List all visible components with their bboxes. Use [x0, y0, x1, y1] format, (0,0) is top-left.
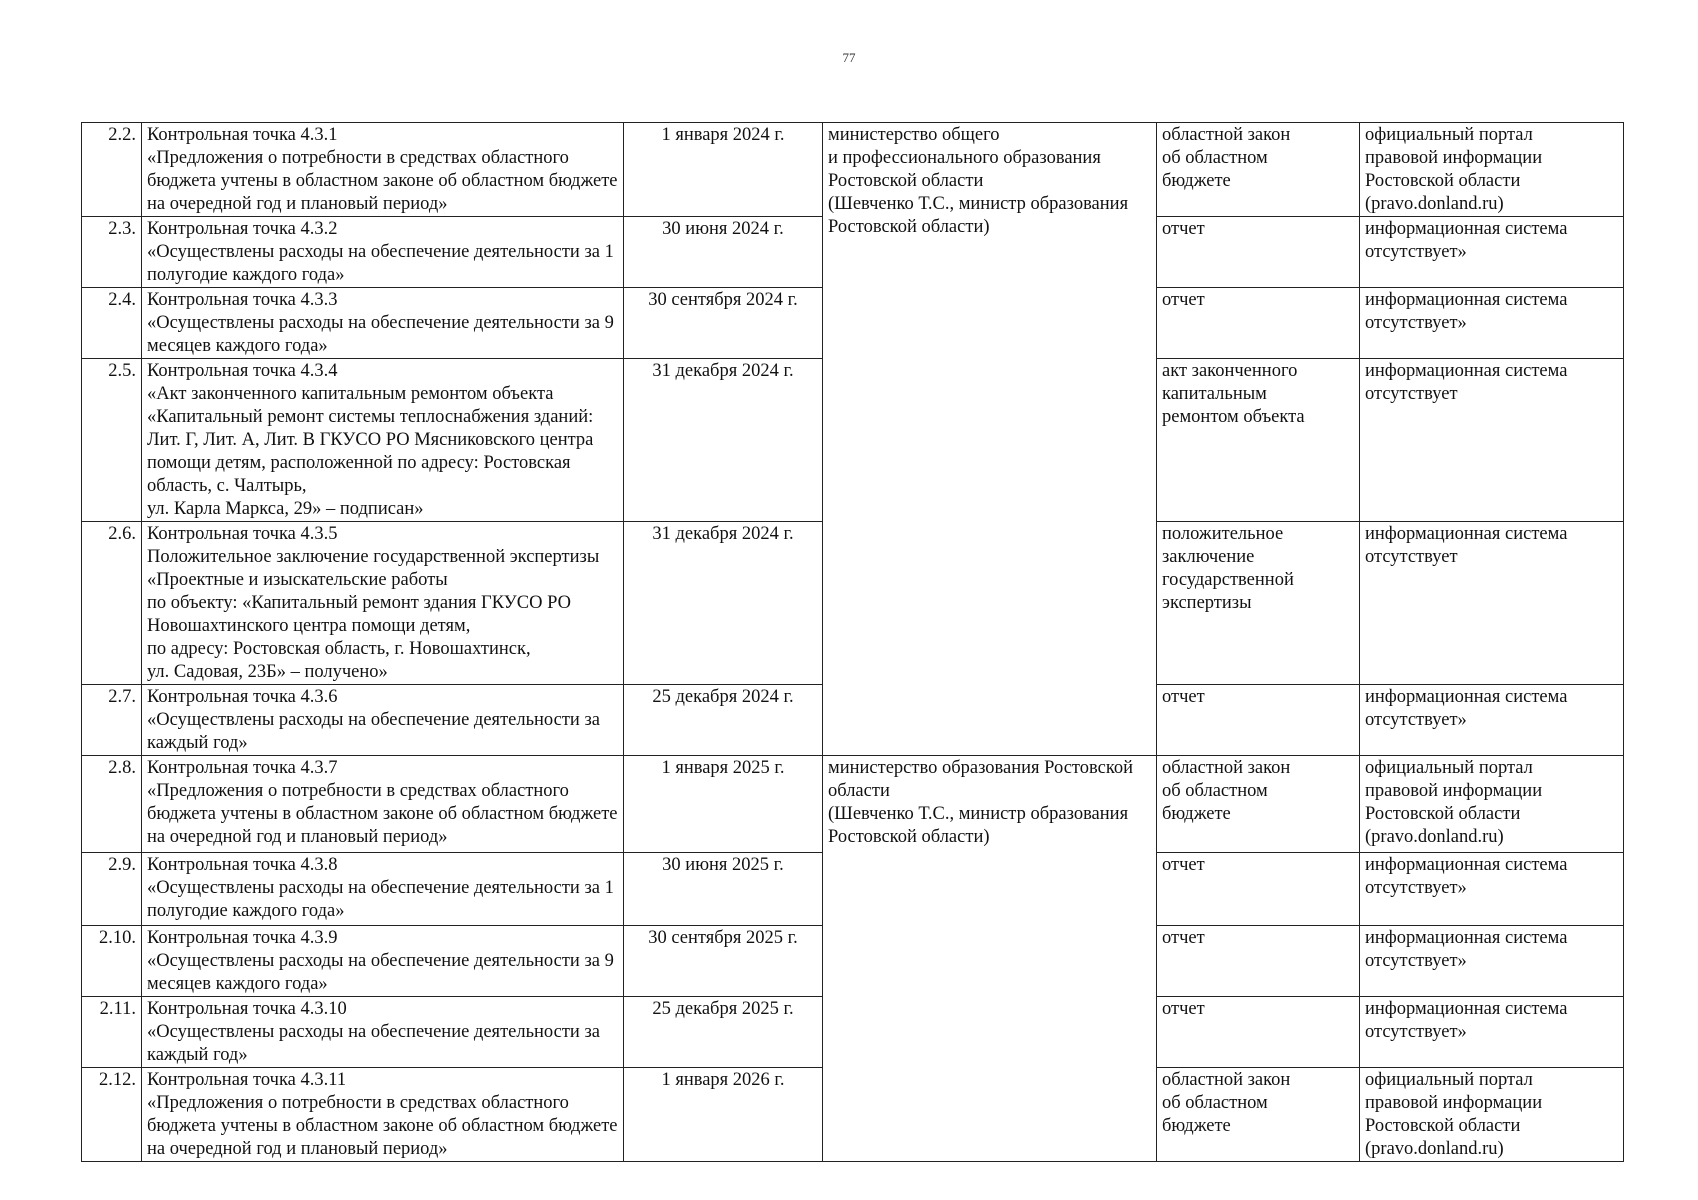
confirming-document: отчет — [1157, 926, 1360, 997]
table-row — [82, 756, 1624, 853]
information-system: официальный портал правовой информации Ростовской области (pravo.donland.ru) — [1360, 1068, 1624, 1162]
row-number: 2.11. — [82, 997, 142, 1068]
table-row — [82, 123, 1624, 217]
row-number: 2.3. — [82, 217, 142, 288]
control-point-date: 31 декабря 2024 г. — [624, 359, 823, 522]
control-point-name: Контрольная точка 4.3.4 «Акт законченного капитальным ремонтом объекта «Капитальный ремонт системы теплоснабжения зданий: Лит. Г, Лит. А, Лит. В ГКУСО РО Мясниковского центра помощи детям, расположенной по адресу: Ростовская область, с. Чалтырь, ул. Карла Маркса, 29» – подписан» — [142, 359, 624, 522]
confirming-document: отчет — [1157, 685, 1360, 756]
page-number: 77 — [842, 50, 856, 65]
information-system: информационная система отсутствует — [1360, 359, 1624, 522]
confirming-document: отчет — [1157, 853, 1360, 926]
confirming-document: областной закон об областном бюджете — [1157, 1068, 1360, 1162]
information-system: информационная система отсутствует — [1360, 522, 1624, 685]
confirming-document: положительное заключение государственной экспертизы — [1157, 522, 1360, 685]
control-point-name: Контрольная точка 4.3.7 «Предложения о потребности в средствах областного бюджета учтены в областном законе об областном бюджете на очередной год и плановый период» — [142, 756, 624, 853]
confirming-document: акт законченного капитальным ремонтом объекта — [1157, 359, 1360, 522]
confirming-document: отчет — [1157, 997, 1360, 1068]
confirming-document: отчет — [1157, 288, 1360, 359]
confirming-document: отчет — [1157, 217, 1360, 288]
row-number: 2.5. — [82, 359, 142, 522]
control-point-date: 31 декабря 2024 г. — [624, 522, 823, 685]
row-number: 2.2. — [82, 123, 142, 217]
control-point-date: 30 сентября 2024 г. — [624, 288, 823, 359]
control-point-name: Контрольная точка 4.3.1 «Предложения о потребности в средствах областного бюджета учтены в областном законе об областном бюджете на очередной год и плановый период» — [142, 123, 624, 217]
row-number: 2.10. — [82, 926, 142, 997]
information-system: информационная система отсутствует» — [1360, 926, 1624, 997]
information-system: официальный портал правовой информации Ростовской области (pravo.donland.ru) — [1360, 123, 1624, 217]
control-point-date: 30 июня 2025 г. — [624, 853, 823, 926]
control-point-name: Контрольная точка 4.3.8 «Осуществлены расходы на обеспечение деятельности за 1 полугодие каждого года» — [142, 853, 624, 926]
control-point-date: 25 декабря 2025 г. — [624, 997, 823, 1068]
information-system: информационная система отсутствует» — [1360, 685, 1624, 756]
row-number: 2.4. — [82, 288, 142, 359]
responsible-executor: министерство общего и профессионального образования Ростовской области (Шевченко Т.С., министр образования Ростовской области) — [823, 123, 1157, 756]
control-point-date: 1 января 2025 г. — [624, 756, 823, 853]
control-point-name: Контрольная точка 4.3.11 «Предложения о потребности в средствах областного бюджета учтены в областном законе об областном бюджете на очередной год и плановый период» — [142, 1068, 624, 1162]
row-number: 2.8. — [82, 756, 142, 853]
information-system: информационная система отсутствует» — [1360, 288, 1624, 359]
control-points-table — [81, 122, 1624, 1162]
row-number: 2.9. — [82, 853, 142, 926]
row-number: 2.6. — [82, 522, 142, 685]
control-point-date: 25 декабря 2024 г. — [624, 685, 823, 756]
information-system: информационная система отсутствует» — [1360, 217, 1624, 288]
responsible-executor: министерство образования Ростовской области (Шевченко Т.С., министр образования Ростовской области) — [823, 756, 1157, 1162]
row-number: 2.7. — [82, 685, 142, 756]
control-point-date: 30 сентября 2025 г. — [624, 926, 823, 997]
information-system: информационная система отсутствует» — [1360, 853, 1624, 926]
row-number: 2.12. — [82, 1068, 142, 1162]
confirming-document: областной закон об областном бюджете — [1157, 123, 1360, 217]
control-point-name: Контрольная точка 4.3.6 «Осуществлены расходы на обеспечение деятельности за каждый год» — [142, 685, 624, 756]
control-point-date: 1 января 2024 г. — [624, 123, 823, 217]
information-system: официальный портал правовой информации Ростовской области (pravo.donland.ru) — [1360, 756, 1624, 853]
control-point-name: Контрольная точка 4.3.5 Положительное заключение государственной экспертизы «Проектные и изыскательские работы по объекту: «Капитальный ремонт здания ГКУСО РО Новошахтинского центра помощи детям, по адресу: Ростовская область, г. Новошахтинск, ул. Садовая, 23Б» – получено» — [142, 522, 624, 685]
control-point-name: Контрольная точка 4.3.9 «Осуществлены расходы на обеспечение деятельности за 9 месяцев каждого года» — [142, 926, 624, 997]
control-point-name: Контрольная точка 4.3.10 «Осуществлены расходы на обеспечение деятельности за каждый год» — [142, 997, 624, 1068]
control-point-date: 1 января 2026 г. — [624, 1068, 823, 1162]
control-point-date: 30 июня 2024 г. — [624, 217, 823, 288]
confirming-document: областной закон об областном бюджете — [1157, 756, 1360, 853]
control-point-name: Контрольная точка 4.3.2 «Осуществлены расходы на обеспечение деятельности за 1 полугодие каждого года» — [142, 217, 624, 288]
control-point-name: Контрольная точка 4.3.3 «Осуществлены расходы на обеспечение деятельности за 9 месяцев каждого года» — [142, 288, 624, 359]
information-system: информационная система отсутствует» — [1360, 997, 1624, 1068]
